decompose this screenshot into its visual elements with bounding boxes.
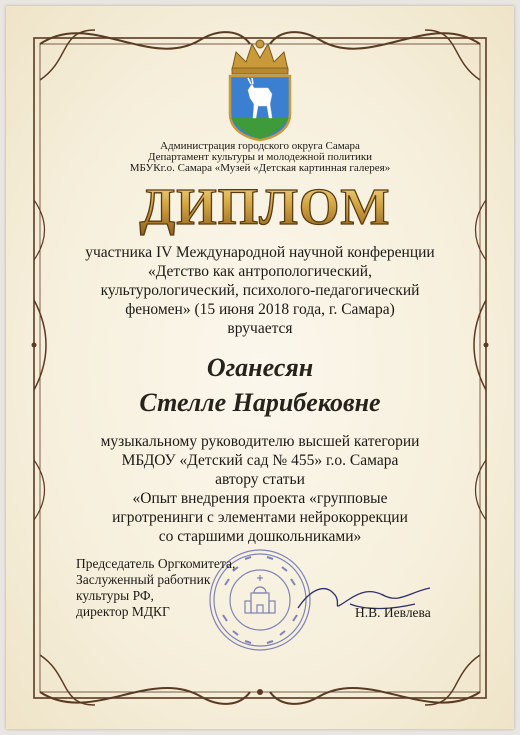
recipient-surname: Оганесян [206,353,314,382]
details-line-4: «Опыт внедрения проекта «групповые [132,490,388,507]
signatory-line-1: Председатель Оргкомитета, [76,556,236,571]
issuer-line-2: Департамент культуры и молодежной политики [147,151,373,163]
body-line-1: участника IV Международной научной конференции [85,244,435,261]
signatory-title [76,556,235,620]
title-text: ДИПЛОМ [139,179,391,236]
body-line-3: культурологический, психолого-педагогический [100,282,420,299]
details-line-3: автору статьи [215,471,305,488]
samara-coat-of-arms [218,38,302,142]
signatory-line-3: культуры РФ, [76,588,154,603]
details-line-5: игротренинги с элементами нейрокоррекции [112,509,408,526]
diploma-title [130,176,400,236]
details-line-2: МБДОУ «Детский сад № 455» г.о. Самара [121,452,399,469]
signatory-name: Н.В. Иевлева [355,605,431,620]
signatory-line-2: Заслуженный работник [76,572,211,587]
signatory-line-4: директор МДКГ [76,604,170,619]
body-line-4: феномен» (15 июня 2018 года, г. Самара) [125,301,395,318]
body-line-5: вручается [227,320,293,337]
issuer-line-3: МБУКг.о. Самара «Музей «Детская картинная галерея» [129,162,391,174]
details-line-1: музыкальному руководителю высшей категории [100,433,420,450]
body-line-2: «Детство как антропологический, [148,263,372,280]
issuer-line-1: Администрация городского округа Самара [160,140,360,152]
details-line-6: со старшими дошкольниками» [158,528,362,545]
recipient-given-name: Стелле Нарибековне [139,388,381,417]
